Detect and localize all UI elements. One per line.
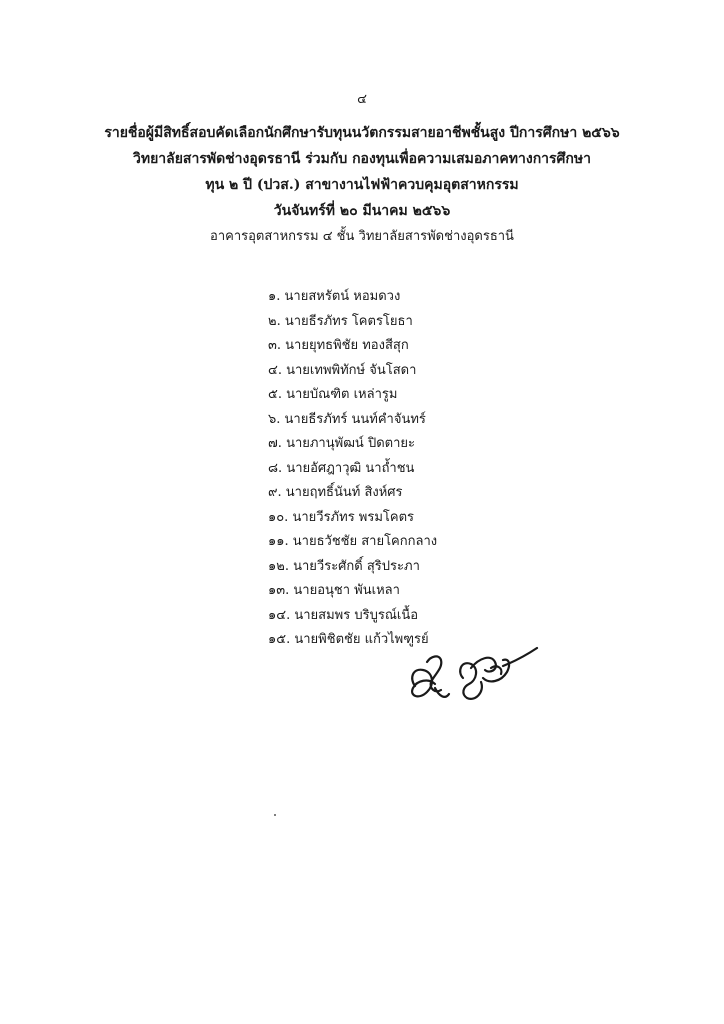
list-item-number: ๒. (268, 313, 281, 329)
list-item-name: นายฤทธิ์นันท์ สิงห์ศร (285, 485, 403, 500)
list-item-name: นายวีรภัทร พรมโคตร (292, 509, 415, 525)
list-item-number: ๑๑. (268, 534, 289, 549)
list-item-number: ๑๕. (268, 632, 291, 647)
header-program: ทุน ๒ ปี (ปวส.) สาขางานไฟฟ้าควบคุมอุตสาหกรรม (205, 177, 519, 193)
list-item (268, 285, 568, 310)
list-item (268, 432, 568, 457)
handwritten-signature (405, 638, 545, 708)
list-item (268, 481, 568, 506)
list-item-name: นายพิชิตชัย แก้วไพฑูรย์ (294, 632, 429, 647)
list-item-number: ๘. (268, 460, 283, 476)
list-item-number: ๕. (268, 387, 282, 402)
list-item-name: นายวีระศักดิ์ สุริประภา (293, 558, 420, 574)
list-item (268, 383, 568, 408)
list-item-number: ๖. (268, 411, 281, 427)
list-item-name: นายธีรภัทร์ นนท์คำจันทร์ (284, 411, 426, 427)
list-item-number: ๑๔. (268, 607, 291, 623)
list-item (268, 359, 568, 384)
document-header (40, 120, 684, 250)
list-item-name: นายอัศฎาวุฒิ นาถ้ำชน (286, 460, 415, 476)
list-item-number: ๑. (268, 289, 281, 304)
list-item-name: นายภานุพัฒน์ ปิดตายะ (286, 436, 415, 451)
list-item (268, 457, 568, 482)
list-item (268, 506, 568, 531)
list-item-name: นายบัณฑิต เหล่ารูม (286, 387, 398, 402)
list-item (268, 555, 568, 580)
list-item (268, 334, 568, 359)
page-number: ๔ (357, 92, 367, 107)
header-date: วันจันทร์ที่ ๒๐ มีนาคม ๒๕๖๖ (273, 203, 451, 219)
scan-speck (274, 814, 276, 816)
list-item-name: นายสมพร บริบูรณ์เนื้อ (294, 607, 419, 623)
list-item (268, 310, 568, 335)
list-item-name: นายธวัชชัย สายโคกกลาง (292, 534, 438, 549)
list-item (268, 530, 568, 555)
list-item-number: ๗. (268, 436, 282, 451)
list-item-number: ๑๓. (268, 583, 290, 598)
list-item-number: ๓. (268, 338, 282, 353)
header-college: วิทยาลัยสารพัดช่างอุดรธานี ร่วมกับ กองทุนเพื่อความเสมอภาคทางการศึกษา (132, 151, 591, 167)
list-item-name: นายอนุชา พันเหลา (293, 583, 400, 598)
list-item-name: นายยุทธพิชัย ทองสีสุก (285, 338, 409, 353)
list-item-name: นายเทพพิทักษ์ จันโสดา (286, 362, 417, 378)
list-item (268, 408, 568, 433)
candidate-list (268, 285, 568, 653)
list-item-name: นายธีรภัทร โคตรโยธา (284, 313, 413, 329)
list-item (268, 579, 568, 604)
list-item-name: นายสหรัตน์ หอมดวง (284, 289, 401, 304)
list-item (268, 604, 568, 629)
header-title: รายชื่อผู้มีสิทธิ์สอบคัดเลือกนักศึกษารับทุนนวัตกรรมสายอาชีพชั้นสูง ปีการศึกษา ๒๕๖๖ (104, 125, 620, 141)
header-venue: อาคารอุตสาหกรรม ๔ ชั้น วิทยาลัยสารพัดช่างอุดรธานี (210, 229, 514, 244)
list-item-number: ๑๐. (268, 509, 289, 525)
list-item-number: ๙. (268, 485, 282, 500)
list-item-number: ๑๒. (268, 558, 289, 574)
list-item-number: ๔. (268, 362, 282, 378)
